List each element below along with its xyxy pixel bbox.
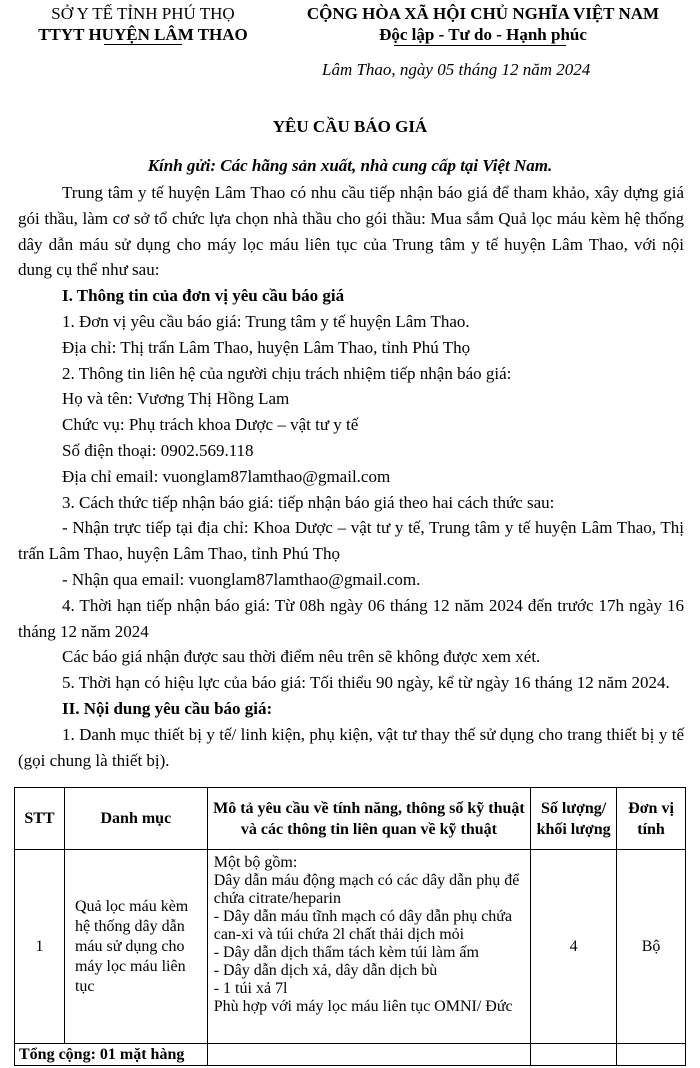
table-row: [15, 850, 686, 1044]
row-stt: 1: [15, 850, 65, 1044]
document-title: YÊU CẦU BÁO GIÁ: [272, 117, 428, 136]
description-line: Phù hợp với máy lọc máu liên tục OMNI/ Đức: [213, 998, 513, 1015]
document-body: [18, 180, 684, 773]
equipment-table: [14, 787, 686, 1066]
description-line: - Dây dẫn dịch xả, dây dẫn dịch bù: [213, 962, 438, 979]
contact-phone: Số điện thoại: 0902.569.118: [62, 440, 254, 460]
description-line: Một bộ gồm:: [213, 854, 298, 871]
equipment-list-intro: 1. Danh mục thiết bị y tế/ linh kiện, phụ kiện, vật tư thay thế sử dụng cho trang thiết bị y tế (gọi chung là thiết bị).: [18, 724, 684, 770]
recipient-line: Kính gửi: Các hãng sản xuất, nhà cung cấp tại Việt Nam.: [147, 156, 553, 175]
contact-position: Chức vụ: Phụ trách khoa Dược – vật tư y tế: [62, 415, 359, 435]
quote-validity: 5. Thời hạn có hiệu lực của báo giá: Tối thiểu 90 ngày, kể từ ngày 16 tháng 12 năm 2024.: [62, 673, 670, 693]
description-line: - Dây dẫn máu tĩnh mạch có dây dẫn phụ chứa can-xi và túi chứa 2l chất thải dịch mỏi: [213, 908, 513, 943]
nation-line-1: CỘNG HÒA XÃ HỘI CHỦ NGHĨA VIỆT NAM: [306, 4, 660, 23]
receiving-method-direct: - Nhận trực tiếp tại địa chỉ: Khoa Dược – vật tư y tế, Trung tâm y tế huyện Lâm Thao, Thị trấn Lâm Thao, huyện Lâm Thao, tỉnh Phú Thọ: [18, 518, 684, 564]
row-quantity: 4: [531, 850, 617, 1044]
header-description: Mô tả yêu cầu về tính năng, thông số kỹ thuật và các thông tin liên quan về kỹ thuật: [207, 788, 530, 850]
unit-address: Địa chỉ: Thị trấn Lâm Thao, huyện Lâm Thao, tỉnh Phú Thọ: [62, 337, 471, 357]
document-date: Lâm Thao, ngày 05 tháng 12 năm 2024: [322, 60, 591, 79]
intro-paragraph: Trung tâm y tế huyện Lâm Thao có nhu cầu tiếp nhận báo giá để tham khảo, xây dựng giá gói thầu, làm cơ sở tổ chức lựa chọn nhà thầu cho gói thầu: Mua sắm Quả lọc máu kèm hệ thống dây dẫn máu sử dụng cho máy lọc máu liên tục của Trung tâm y tế huyện Lâm Thao, với nội dung cụ thể như sau:: [18, 183, 684, 280]
receiving-method-email: - Nhận qua email: vuonglam87lamthao@gmail.com.: [62, 569, 421, 589]
header-stt: STT: [15, 788, 65, 850]
total-label: Tổng cộng: 01 mặt hàng: [15, 1044, 208, 1066]
header-category: Danh mục: [64, 788, 207, 850]
row-unit: Bộ: [617, 850, 686, 1044]
contact-intro: 2. Thông tin liên hệ của người chịu trách nhiệm tiếp nhận báo giá:: [62, 363, 512, 383]
total-empty-cell: [207, 1044, 530, 1066]
section-1-heading: I. Thông tin của đơn vị yêu cầu báo giá: [62, 286, 345, 306]
motto-underline: [394, 45, 566, 46]
receiving-method-intro: 3. Cách thức tiếp nhận báo giá: tiếp nhận báo giá theo hai cách thức sau:: [62, 492, 555, 512]
description-line: - Dây dẫn dịch thẩm tách kèm túi làm ấm: [213, 944, 479, 961]
row-description: [207, 850, 530, 1044]
row-category: Quả lọc máu kèm hệ thống dây dẫn máu sử dụng cho máy lọc máu liên tục: [64, 850, 207, 1044]
contact-email: Địa chỉ email: vuonglam87lamthao@gmail.com: [62, 466, 391, 486]
header-quantity: Số lượng/ khối lượng: [531, 788, 617, 850]
total-empty-cell: [617, 1044, 686, 1066]
header-unit: Đơn vị tính: [617, 788, 686, 850]
org-line-2: TTYT HUYỆN LÂM THAO: [38, 25, 248, 44]
org-line-1: SỞ Y TẾ TỈNH PHÚ THỌ: [51, 4, 235, 23]
national-header: [283, 3, 683, 45]
receiving-deadline: 4. Thời hạn tiếp nhận báo giá: Từ 08h ngày 06 tháng 12 năm 2024 đến trước 17h ngày 16 tháng 12 năm 2024: [18, 595, 684, 641]
issuing-organization: [12, 3, 274, 45]
nation-line-2: Độc lập - Tư do - Hạnh phúc: [379, 25, 587, 44]
late-quote-note: Các báo giá nhận được sau thời điểm nêu trên sẽ không được xem xét.: [62, 647, 541, 667]
description-line: - 1 túi xả 7l: [213, 980, 288, 997]
total-empty-cell: [531, 1044, 617, 1066]
section-2-heading: II. Nội dung yêu cầu báo giá:: [62, 698, 273, 718]
requesting-unit: 1. Đơn vị yêu cầu báo giá: Trung tâm y tế huyện Lâm Thao.: [62, 311, 470, 331]
description-line: Dây dẫn máu động mạch có các dây dẫn phụ để chứa citrate/heparin: [213, 872, 520, 907]
table-total-row: [15, 1044, 686, 1066]
contact-name: Họ và tên: Vương Thị Hồng Lam: [62, 389, 290, 409]
org-underline: [104, 44, 182, 45]
